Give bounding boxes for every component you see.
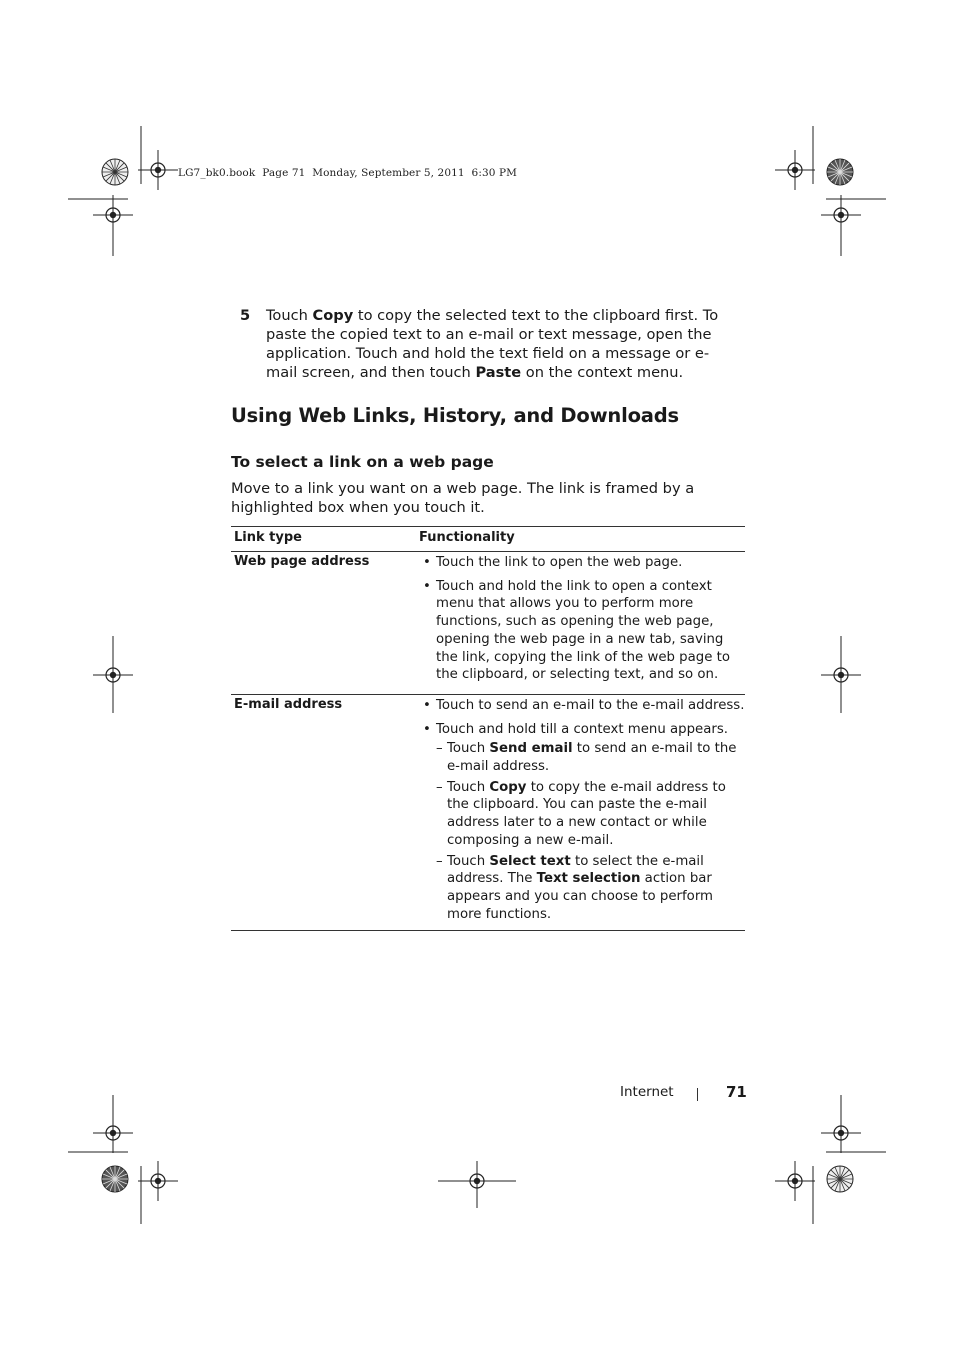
print-header: LG7_bk0.book Page 71 Monday, September 5, 2011 6:30 PM bbox=[178, 167, 517, 179]
step-text: Touch Copy to copy the selected text to the clipboard first. To paste the copied text to an e-mail or text message, open the application. Touch and hold the text field on a message or e-mail screen, and then touch Paste on the context menu. bbox=[266, 307, 719, 381]
copy-term: Copy bbox=[312, 307, 354, 324]
footer-separator bbox=[697, 1088, 698, 1101]
row-label-web-page-address: Web page address bbox=[234, 554, 370, 569]
row-label-email-address: E-mail address bbox=[234, 696, 343, 712]
row-body bbox=[423, 695, 745, 930]
intro-paragraph: Move to a link you want on a web page. The link is framed by a highlighted box when you touch it. bbox=[231, 480, 695, 516]
sub-list-item: – Touch Copy to copy the e-mail address to the clipboard. You can paste the e-mail address later to a new contact or while composing a new e-mail. bbox=[423, 779, 745, 850]
table-row bbox=[231, 552, 745, 695]
list-item: • Touch and hold the link to open a context menu that allows you to perform more functions, such as opening the web page, opening the web page in a new tab, saving the link, copying the link of the web page to the clipboard, or selecting text, and so on. bbox=[423, 578, 745, 684]
table-row bbox=[231, 695, 745, 931]
page-number: 71 bbox=[726, 1083, 747, 1101]
step-number: 5 bbox=[240, 307, 251, 324]
sub-list-item: – Touch Send email to send an e-mail to the e-mail address. bbox=[423, 740, 745, 775]
column-header-functionality: Functionality bbox=[419, 530, 515, 545]
table-header bbox=[231, 526, 745, 552]
subsection-heading: To select a link on a web page bbox=[231, 453, 494, 471]
link-type-table bbox=[231, 526, 745, 931]
column-header-link-type: Link type bbox=[234, 530, 302, 545]
paste-term: Paste bbox=[475, 364, 522, 381]
list-item: • Touch and hold till a context menu appears. bbox=[423, 721, 745, 739]
footer-section-name: Internet bbox=[620, 1084, 674, 1100]
sub-list-item: – Touch Select text to select the e-mail address. The Text selection action bar appears and you can choose to perform more functions. bbox=[423, 853, 745, 924]
list-item: • Touch the link to open the web page. bbox=[423, 554, 745, 572]
section-heading: Using Web Links, History, and Downloads bbox=[231, 404, 679, 427]
list-item: • Touch to send an e-mail to the e-mail address. bbox=[423, 697, 745, 715]
row-body bbox=[423, 552, 745, 694]
